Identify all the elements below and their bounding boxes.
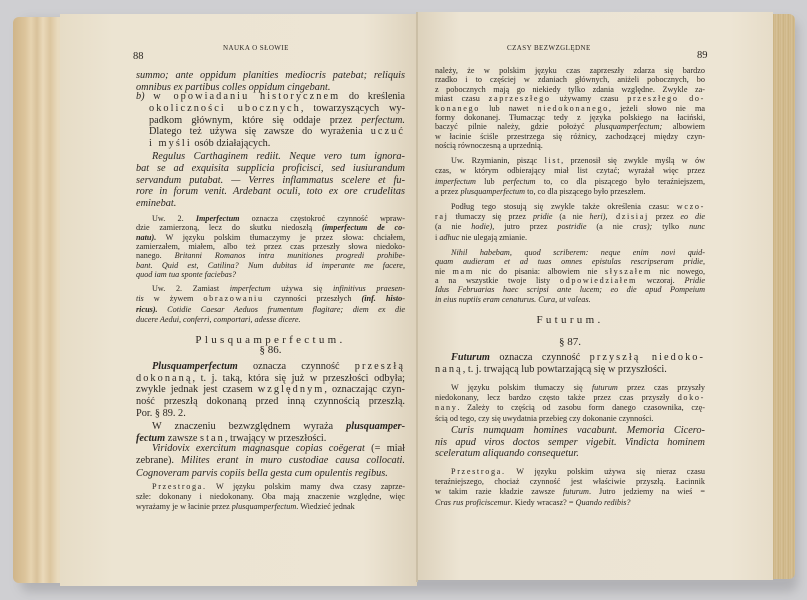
- text-run: (a nie: [552, 212, 590, 222]
- text-run: używamy czasu: [550, 94, 628, 104]
- text-line: [435, 257, 705, 266]
- italic-text: Nihil habebam, quod scriberem: neque enim novi quid-: [451, 248, 705, 257]
- bold-italic-term: Plusquamperfectum: [152, 361, 238, 372]
- spaced-emphasis: list: [544, 156, 562, 165]
- right-page: [417, 12, 773, 580]
- text-line: [435, 285, 705, 294]
- section-number: § 87.: [559, 336, 581, 348]
- text-run: zamierzałem, miałem, albo też przez czas przeszły słowa niedoko-: [136, 241, 405, 251]
- text-run: to, co dla piszącego było teraźniejszem,: [535, 176, 705, 186]
- text-run: dzie zamierzoną, lecz do skutku niedoszłą: [136, 223, 322, 233]
- section-heading: Futurum.: [536, 314, 604, 326]
- italic-text: Curis numquam homines vacabunt. Memoria Cicero-: [451, 425, 705, 436]
- italic-text: plusquamperfectum: [460, 186, 526, 196]
- text-run: nanego.: [136, 251, 175, 261]
- text-line: [435, 66, 705, 75]
- text-line: [435, 212, 705, 221]
- text-run: czynności przeszłych: [263, 294, 362, 304]
- text-run: . Jutro jedziemy na wieś =: [588, 487, 705, 497]
- text-run: teraźniejszego, chociaż czynność jest właściwie przyszłą. Łacinnik: [435, 477, 705, 487]
- running-head: CZASY BEZWZGLĘDNE: [507, 44, 591, 52]
- text-run: Dlatego też używa się zawsze do wyrażenia: [149, 126, 371, 138]
- text-line: [152, 482, 405, 491]
- text-line: [152, 421, 405, 432]
- text-run: , jeżeli słowo nie ma: [608, 103, 705, 113]
- text-run: W języku polskim tłumaczymy je przez słowa: chciałem,: [156, 232, 405, 242]
- bold-italic-term: natu).: [136, 232, 157, 242]
- spaced-emphasis: raj: [435, 212, 449, 222]
- text-line: [136, 91, 405, 102]
- text-run: szłe: dokonany i niedokonany. Oba mają znaczenie względne, więc: [136, 491, 405, 501]
- text-run: zwykle jednak jest czasem: [136, 384, 258, 396]
- text-line: [451, 248, 705, 257]
- text-line: [136, 384, 405, 395]
- text-line: [152, 443, 405, 454]
- text-line: [136, 492, 405, 501]
- text-run: przez czas przyszły: [617, 383, 705, 392]
- italic-text: Cognoveram parvis copiis bella gesta cum opulentis regibus.: [136, 467, 388, 479]
- text-run: lub: [475, 176, 503, 186]
- text-line: [435, 437, 705, 448]
- text-line: [435, 487, 705, 496]
- italic-text: postridie: [557, 222, 587, 232]
- text-run: zawsze: [165, 432, 201, 444]
- text-run: wczoraj.: [636, 275, 685, 285]
- text-line: [149, 115, 405, 126]
- text-line: [136, 261, 405, 270]
- text-run: osób działających.: [191, 138, 271, 150]
- italic-text: infinitivus praesen-: [332, 284, 406, 293]
- text-line: [136, 198, 405, 209]
- italic-text: quam audieram et ad tuas omnes epistulas rescripseram pridie: [435, 257, 703, 267]
- text-line: [435, 85, 705, 94]
- text-line: [136, 163, 405, 174]
- text-line: [152, 151, 405, 162]
- spaced-emphasis: przeszłą: [354, 361, 405, 372]
- spaced-emphasis: doko-: [677, 393, 705, 403]
- spaced-emphasis: i myśli: [149, 138, 192, 150]
- text-line: [435, 276, 705, 285]
- spaced-emphasis: słyszałem: [604, 266, 652, 276]
- text-run: w żywem: [143, 294, 204, 304]
- italic-text: tis: [136, 294, 144, 304]
- italic-text: summo; ante oppidum planities mediocris patebat; reliquis: [136, 70, 405, 81]
- text-line: [451, 383, 705, 392]
- spaced-emphasis: uczuć: [370, 126, 405, 138]
- text-run: ność przeszłą dokonaną przed inną czynnością przeszłą.: [136, 396, 405, 408]
- text-run: Por. § 89. 2.: [136, 407, 186, 419]
- text-run: Uw. 2.: [152, 214, 196, 223]
- text-run: , przenosił się zwykle myślą w ów: [561, 156, 705, 165]
- text-line: [435, 187, 705, 196]
- text-line: [435, 233, 705, 242]
- text-run: niedokonany, lecz bardzo często także przez czas przyszły: [435, 393, 678, 403]
- text-line: [136, 408, 405, 419]
- italic-text: pridie: [532, 212, 553, 222]
- text-run: , towarzyszących wy-: [300, 102, 406, 114]
- italic-text: nunc: [689, 222, 705, 232]
- italic-text: eo die: [680, 212, 706, 222]
- italic-text: hodie),: [471, 222, 495, 232]
- text-line: [435, 132, 705, 141]
- text-run: w łacinie ściśle przestrzega się różnicy, zachodzącej między czyn-: [435, 131, 705, 141]
- bold-italic-term: Futurum: [451, 352, 490, 363]
- text-line: [435, 177, 705, 186]
- text-line: [451, 352, 705, 363]
- spaced-emphasis: dokonaną: [136, 372, 193, 384]
- text-run: w takim razie kładzie zawsze: [435, 487, 563, 497]
- italic-text: servandum putabat. — Verres inflammatus scelere et fu-: [136, 174, 405, 186]
- spaced-emphasis: nany: [435, 403, 458, 413]
- section-number: § 86.: [259, 344, 282, 356]
- spaced-emphasis: konanego: [435, 103, 480, 113]
- italic-text: b): [136, 91, 154, 102]
- italic-text: imperfectum: [435, 176, 476, 186]
- text-line: [435, 222, 705, 231]
- text-line: [435, 498, 705, 507]
- text-run: to, co dla piszącego było przeszłem.: [525, 186, 646, 196]
- spaced-emphasis: niedokonanego: [537, 103, 609, 113]
- spaced-emphasis: obrazowaniu: [203, 294, 264, 304]
- text-run: , trwający w przeszłości.: [224, 432, 327, 444]
- text-line: [435, 166, 705, 175]
- italic-text: in eius nuptiis eram cenaturus. Cura, ut valeas.: [435, 294, 591, 304]
- italic-text: bat se ad exquisita supplicia proficisci, sed iusiurandum: [136, 162, 405, 174]
- italic-text: eminebat.: [136, 198, 177, 210]
- text-line: [435, 403, 705, 412]
- text-run: jutro przez: [494, 222, 558, 232]
- italic-text: Viridovix exercitum magnasque copias coëgerat: [152, 443, 365, 454]
- text-line: [136, 455, 405, 466]
- text-line: [451, 156, 705, 165]
- text-run: Uw. 2. Zamiast: [152, 284, 230, 293]
- spaced-emphasis: przeszłego do-: [627, 94, 705, 104]
- text-run: wyrażamy je w łacinie przez: [136, 501, 232, 511]
- bold-italic-term: (imperfectum de co-: [321, 223, 405, 233]
- bold-italic-term: plusquamper-: [346, 421, 405, 432]
- text-run: (a nie: [586, 222, 633, 232]
- italic-text: rore in forum venit. Ardebant oculi, toto ex ore crudelitas: [136, 186, 405, 198]
- bold-italic-term: fectum: [136, 432, 166, 444]
- text-line: [152, 284, 405, 293]
- text-line: [149, 138, 405, 149]
- spaced-emphasis: odpowiedziałem: [559, 275, 637, 285]
- text-line: [136, 396, 405, 407]
- italic-text: plusquamperfectum;: [594, 122, 663, 132]
- text-line: [152, 361, 405, 372]
- text-run: nością równoczesną a uprzednią.: [435, 141, 543, 151]
- text-run: należy, że w polskim języku czas zaprzeszły zdarza się bardzo: [435, 66, 705, 75]
- bold-italic-term: ricus).: [136, 304, 158, 314]
- text-run: W znaczeniu bezwzględnem wyraża: [152, 421, 347, 432]
- text-line: [136, 305, 405, 314]
- text-run: , t. j. trwającą lub powtarzającą się w przyszłości.: [462, 364, 667, 375]
- text-run: nic do pisania: albowiem nie: [473, 266, 605, 276]
- spaced-emphasis: okoliczności ubocznych: [149, 102, 301, 114]
- text-run: czas, w którym odbierający miał list czytać; wyrażał więc przez: [435, 166, 705, 176]
- text-run: (a nie: [435, 222, 472, 232]
- text-line: [435, 364, 705, 375]
- text-line: [136, 70, 405, 81]
- text-run: nic nowego,: [651, 266, 705, 276]
- text-run: a przez: [435, 186, 461, 196]
- text-run: rzadko i to częściej w zdaniach głównych, aniżeli pobocznych, bo: [435, 75, 705, 85]
- text-line: [136, 251, 405, 260]
- book-gutter: [416, 12, 418, 582]
- spaced-emphasis: w opowiadaniu historycznem: [153, 91, 341, 102]
- text-run: miast czasu: [435, 94, 489, 104]
- italic-text: Idus Februarias haec scripsi ante lucem; eo die apud Pompeium: [435, 285, 705, 295]
- text-line: [152, 214, 405, 223]
- text-run: tylko: [652, 222, 690, 232]
- italic-text: nis apud viros doctos semper vigebit. Vindicta hominem: [435, 436, 705, 448]
- text-line: [136, 186, 405, 197]
- italic-text: Pridie: [684, 275, 705, 285]
- text-line: [435, 75, 705, 84]
- text-line: [136, 223, 405, 232]
- text-run: W języku polskim mamy dwa czasy zaprze-: [206, 482, 405, 491]
- left-page: [60, 14, 417, 586]
- spaced-emphasis: Przestroga.: [152, 482, 207, 491]
- text-line: [136, 175, 405, 186]
- text-line: [435, 448, 705, 459]
- spaced-emphasis: przyszłą niedoko-: [589, 352, 705, 363]
- text-line: [435, 94, 705, 103]
- text-line: [136, 468, 405, 479]
- text-run: tłumaczy się przez: [448, 212, 533, 222]
- italic-text: Cotidie Caesar Aeduos frumentum flagitare; diem ex die: [157, 304, 405, 314]
- text-line: [435, 122, 705, 131]
- text-run: lub nawet: [479, 103, 538, 113]
- text-run: . Zależy to częścią od zasobu form danego czasownika, czę-: [457, 403, 705, 413]
- spaced-emphasis: zaprzeszłego: [488, 94, 551, 104]
- text-line: [435, 267, 705, 276]
- running-head: NAUKA O SŁOWIE: [223, 44, 289, 52]
- text-run: przez: [648, 212, 681, 222]
- text-run: oznacza czynność: [237, 361, 355, 372]
- italic-text: Quando redibis?: [575, 497, 631, 507]
- italic-text: Regulus Carthaginem rediit. Neque vero tum ignora-: [152, 151, 405, 162]
- bold-italic-term: Imperfectum: [195, 214, 240, 223]
- text-line: [435, 104, 705, 113]
- text-line: [435, 414, 705, 423]
- italic-text: perfectum: [502, 176, 536, 186]
- italic-text: futurum: [591, 383, 618, 392]
- text-line: [451, 467, 705, 476]
- text-run: oznacza częstokroć czynność wpraw-: [239, 214, 405, 223]
- italic-text: futurum: [563, 487, 589, 497]
- text-line: [451, 425, 705, 436]
- text-line: [435, 141, 705, 150]
- text-run: z pobocznych mają go niekiedy tylko zdania względne. Zwykle za-: [435, 84, 705, 94]
- text-run: . Kiedy wracasz? =: [510, 497, 576, 507]
- text-run: zebrane).: [136, 455, 182, 467]
- spaced-emphasis: stan: [200, 432, 225, 444]
- text-line: [435, 113, 705, 122]
- italic-text: Britanni Romanos intra munitiones progredi prohibe-: [174, 251, 405, 261]
- text-line: [451, 202, 705, 211]
- text-run: W języku polskim używa się nieraz czasu: [505, 467, 705, 476]
- text-line: [435, 477, 705, 486]
- italic-text: sceleratum aliquando consequetur.: [435, 448, 579, 460]
- text-run: do kreślenia: [340, 91, 405, 102]
- italic-text: Milites erant in muro custodiae causa collocati.: [181, 455, 405, 467]
- text-run: używa się: [270, 284, 333, 293]
- italic-text: quod iam tua sponte faciebas?: [136, 269, 237, 279]
- text-run: , oznaczając czyn-: [324, 384, 405, 396]
- text-run: i: [435, 232, 440, 242]
- text-run: Podług tego stosują się zwykle także określenia czasu:: [451, 202, 677, 211]
- text-line: [136, 270, 405, 279]
- spaced-emphasis: względnym: [257, 384, 325, 396]
- text-run: , t. j. taką, która się już w przeszłości odbyła;: [192, 372, 405, 384]
- italic-text: adhuc: [439, 232, 460, 242]
- text-line: [136, 315, 405, 324]
- text-line: [136, 502, 405, 511]
- spaced-emphasis: wczo-: [676, 202, 705, 211]
- italic-text: imperfectum: [229, 284, 271, 293]
- page-number: 88: [133, 51, 144, 62]
- italic-text: perfectum.: [361, 114, 405, 126]
- italic-text: plusquamperfectum: [231, 501, 297, 511]
- text-run: oznacza czynność: [489, 352, 590, 363]
- text-run: nie ulegają zmianie.: [459, 232, 528, 242]
- text-line: [136, 294, 405, 303]
- text-line: [435, 393, 705, 402]
- italic-text: bant. Quid est, Catilina? Num dubitas id imperante me facere,: [136, 260, 405, 270]
- italic-text: ducere Aedui, conferri, comportari, adesse dicere.: [136, 314, 301, 324]
- spaced-emphasis: dzisiaj: [607, 212, 649, 222]
- text-run: padkom głównym, które się oddaje przez: [149, 114, 362, 126]
- text-line: [149, 103, 405, 114]
- text-line: [435, 295, 705, 304]
- spaced-emphasis: naną: [435, 364, 463, 375]
- text-run: . Wiedzieć jednak: [296, 501, 355, 511]
- text-run: (= miał: [364, 443, 406, 454]
- text-run: albowiem: [662, 122, 705, 132]
- text-line: [149, 126, 405, 137]
- text-line: [136, 373, 405, 384]
- text-run: ścią od tego, czy się uwydatnia przebieg czy dokonanie czynności.: [435, 413, 654, 423]
- text-run: formy dokonanej. Tłumacząc tedy z języka polskiego na łaciński,: [435, 113, 705, 122]
- spaced-emphasis: Przestroga.: [451, 467, 506, 476]
- section-heading: Plusquamperfectum.: [195, 334, 346, 346]
- spaced-emphasis: mam: [452, 266, 474, 276]
- text-run: a na wszystkie twoje listy: [435, 275, 560, 285]
- text-run: nie: [435, 266, 453, 276]
- italic-text: heri),: [589, 212, 608, 222]
- text-run: baczyć pilnie należy, gdzie położyć: [435, 122, 595, 132]
- bold-italic-term: (inf. histo-: [361, 294, 405, 304]
- italic-text: cras);: [632, 222, 653, 232]
- page-number: 89: [697, 50, 708, 61]
- text-line: [136, 242, 405, 251]
- text-run: W języku polskim tłumaczy się: [451, 383, 592, 392]
- italic-text: omnibus ex partibus colles oppidum cingebant.: [136, 81, 331, 93]
- text-line: [136, 233, 405, 242]
- italic-text: Cras rus proficiscemur: [435, 497, 511, 507]
- text-run: ,: [702, 257, 705, 267]
- text-run: Uw. Rzymianin, pisząc: [451, 156, 545, 165]
